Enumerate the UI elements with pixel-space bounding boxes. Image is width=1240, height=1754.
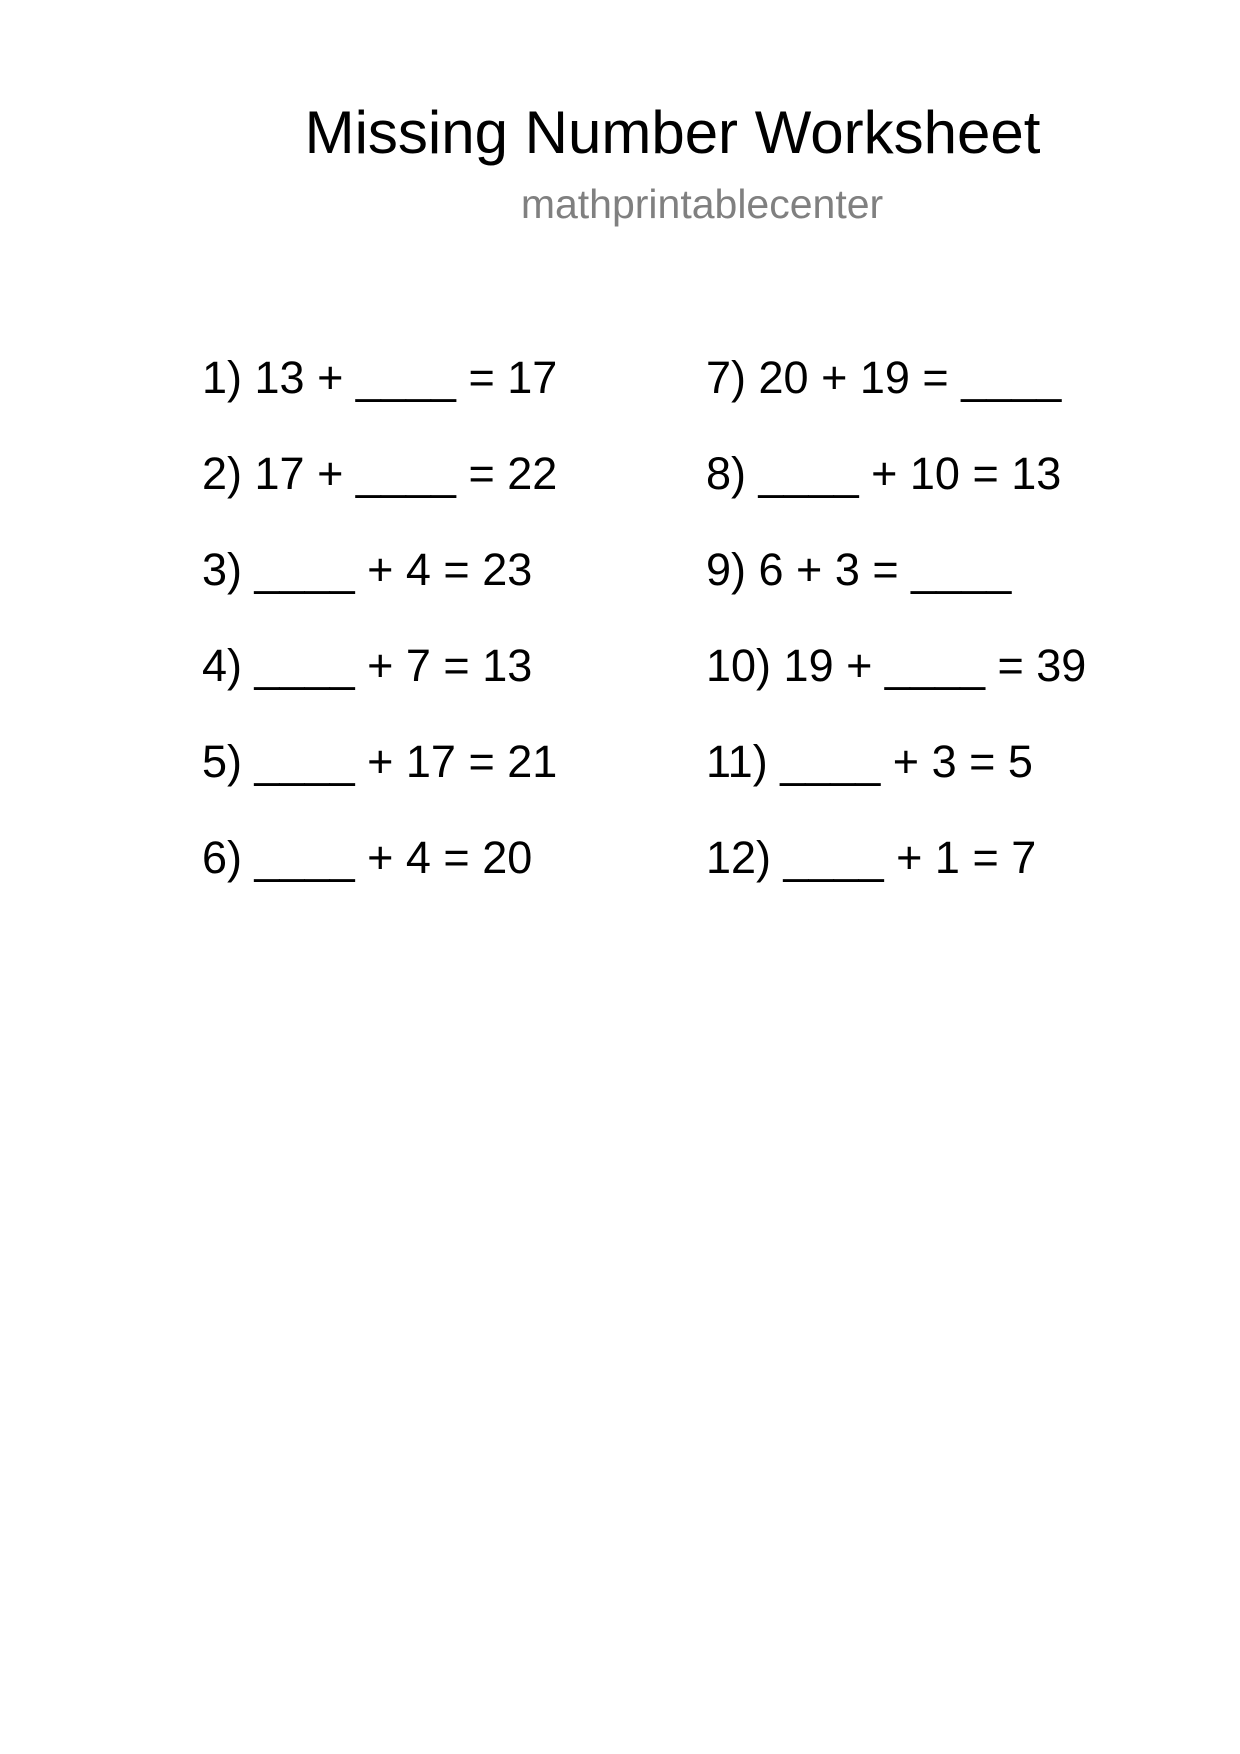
problem-11: 11) ____ + 3 = 5 [706, 736, 1033, 787]
page-title: Missing Number Worksheet [304, 99, 1041, 166]
problem-3: 3) ____ + 4 = 23 [202, 544, 533, 595]
problem-4: 4) ____ + 7 = 13 [202, 640, 533, 691]
problem-12: 12) ____ + 1 = 7 [706, 832, 1037, 883]
problem-9: 9) 6 + 3 = ____ [706, 544, 1012, 595]
problem-1: 1) 13 + ____ = 17 [202, 352, 558, 403]
problem-6: 6) ____ + 4 = 20 [202, 832, 533, 883]
page-subtitle: mathprintablecenter [520, 181, 884, 227]
problem-10: 10) 19 + ____ = 39 [706, 640, 1087, 691]
problem-2: 2) 17 + ____ = 22 [202, 448, 558, 499]
problem-5: 5) ____ + 17 = 21 [202, 736, 558, 787]
problem-8: 8) ____ + 10 = 13 [706, 448, 1062, 499]
problem-7: 7) 20 + 19 = ____ [706, 352, 1062, 403]
